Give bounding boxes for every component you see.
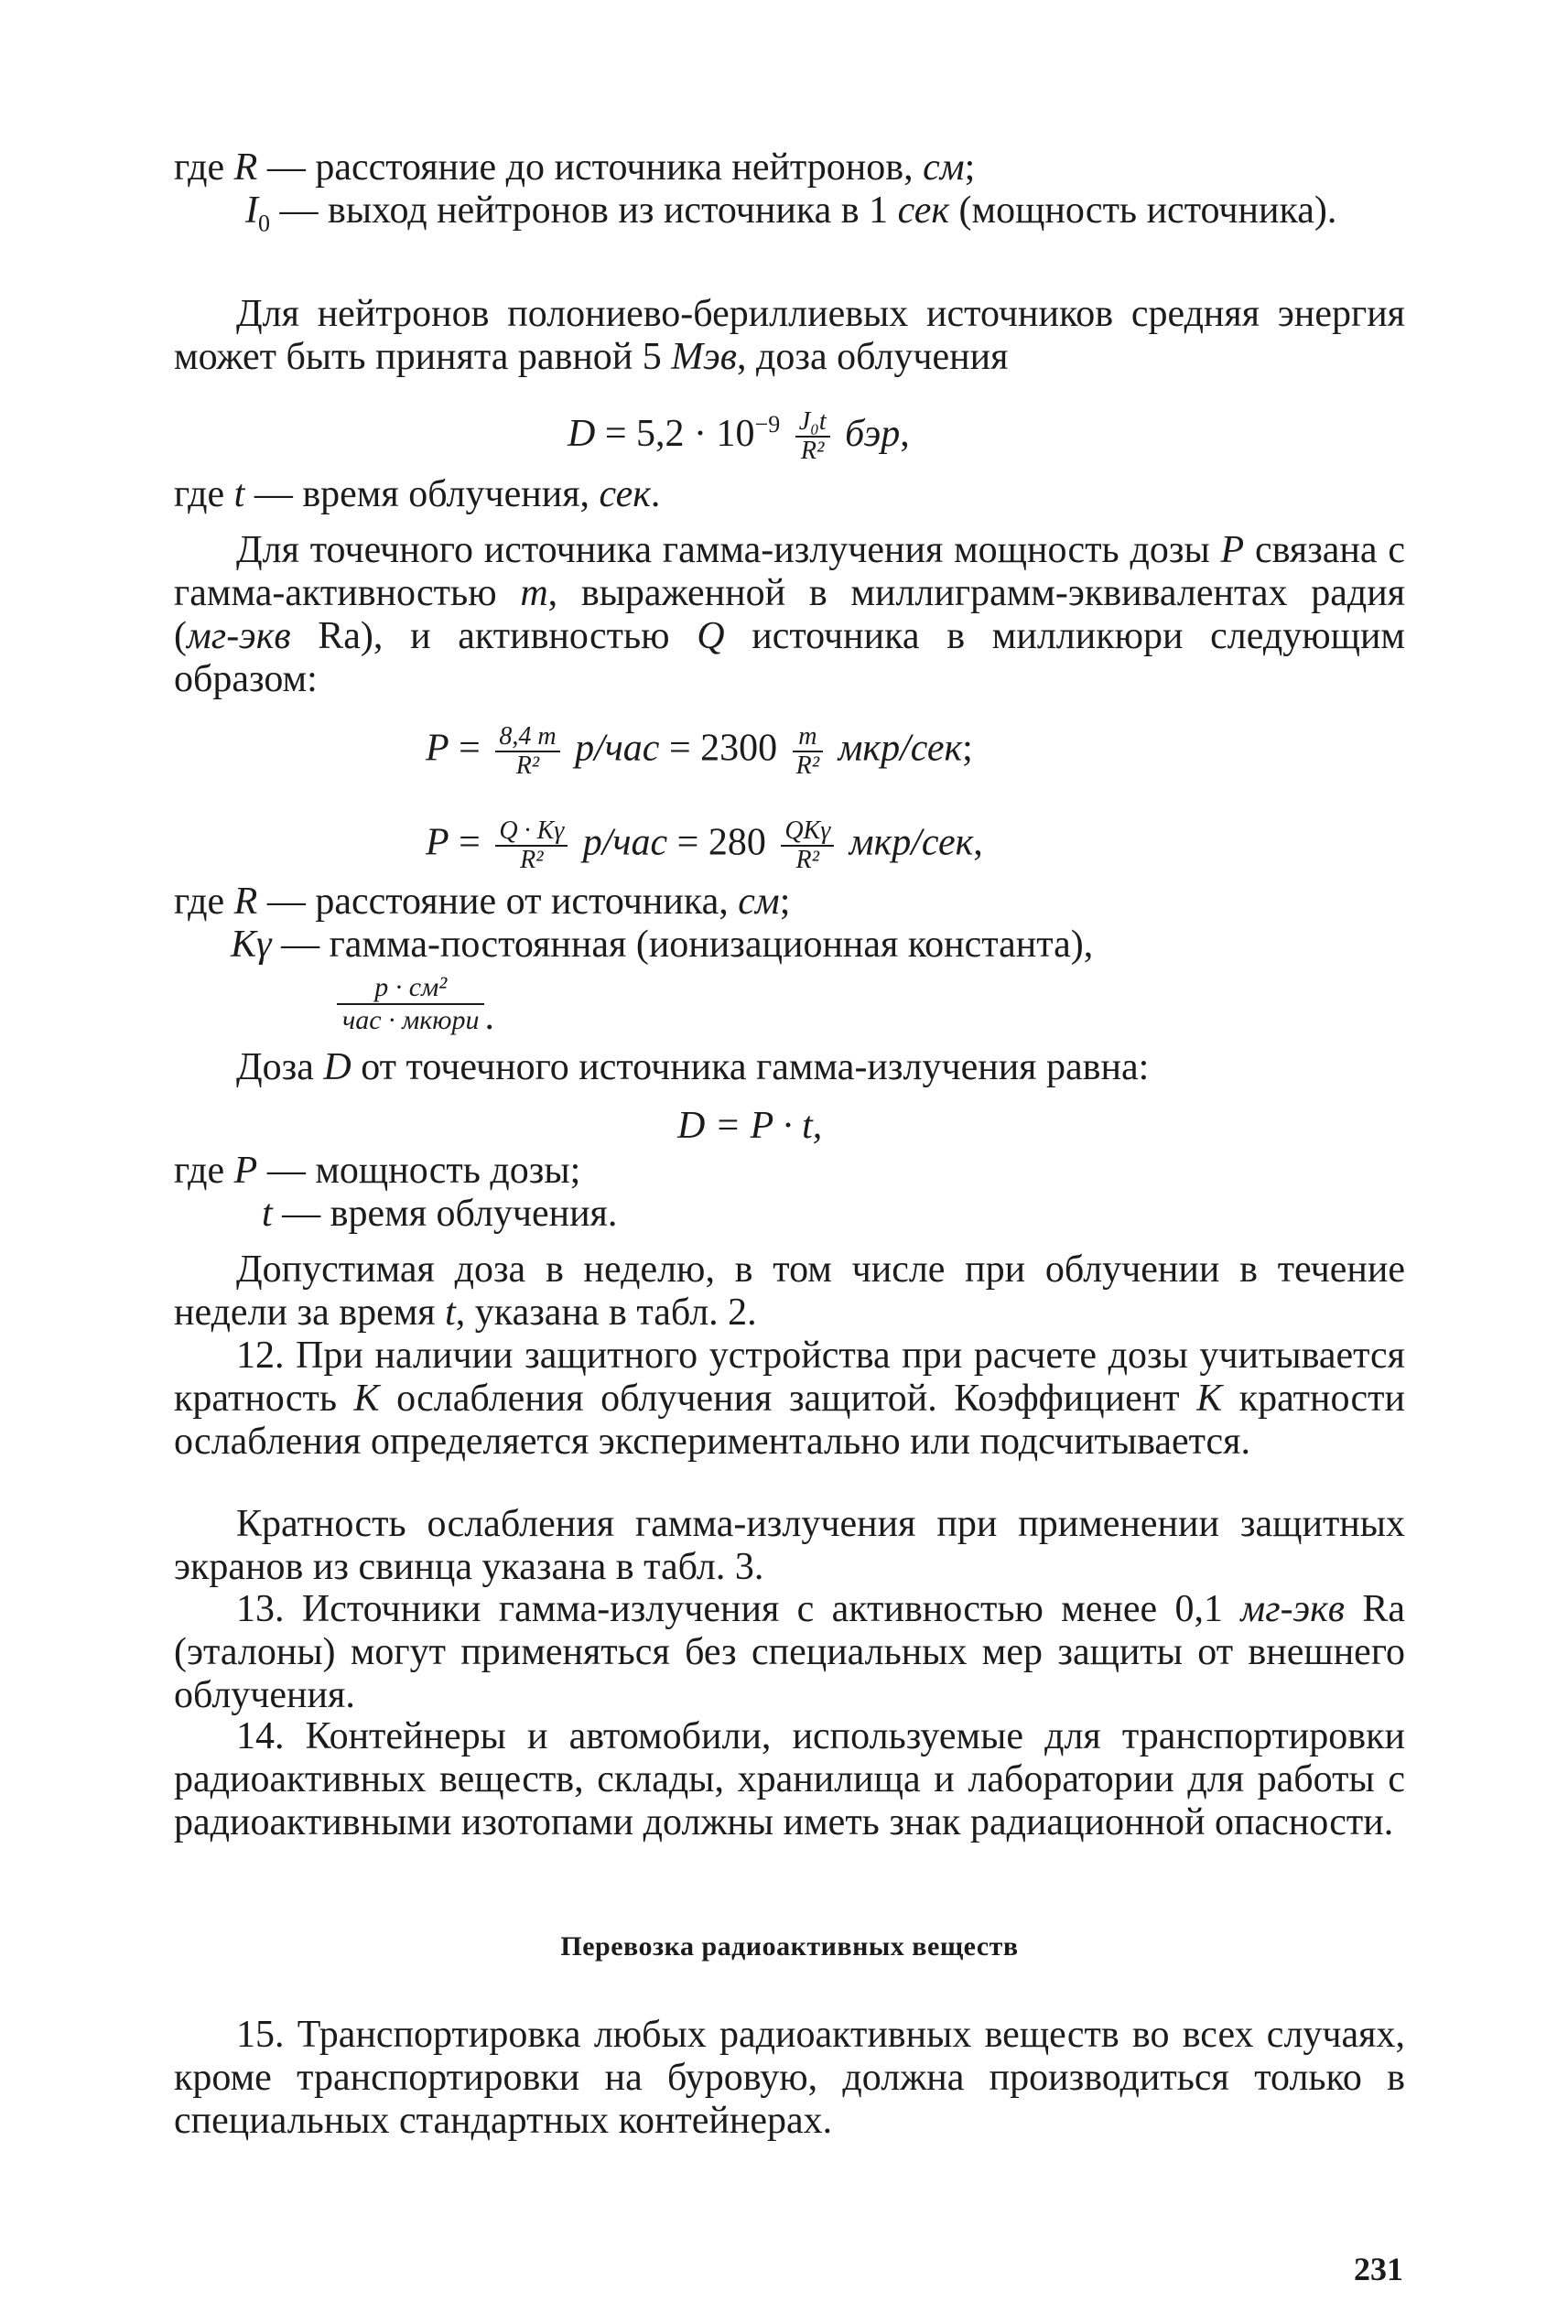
formula-p2-lhs: P <box>426 821 449 864</box>
gamma-text-1: Для точечного источника гамма-излучения мощность дозы <box>236 529 1221 571</box>
where-t1-unit: сек <box>599 473 651 515</box>
p12-text-2: ослабления облучения защитой. Коэффициент <box>379 1378 1197 1420</box>
formula-p2-fraction-1 <box>495 817 568 874</box>
where-block-2 <box>174 881 1405 1039</box>
formula-p2-eq: = <box>449 821 491 864</box>
unit-fraction-line <box>174 972 1405 1039</box>
gamma-symbol-m: m <box>520 572 548 614</box>
where-i0-text2: (мощность источника). <box>949 189 1337 232</box>
formula-p2-num1: Q · Kγ <box>499 816 565 845</box>
where-r-end: ; <box>964 146 976 189</box>
p12b-text: Кратность ослабления гамма-излучения при применении защитных экранов из свинца указана в табл. 3. <box>174 1503 1405 1588</box>
where-t1-lead: где <box>174 473 234 515</box>
unit-fraction-end: . <box>484 996 494 1038</box>
where-i0-text: — выход нейтронов из источника в 1 <box>270 189 898 232</box>
formula-neutron-dose <box>568 403 910 465</box>
unit-fraction <box>337 972 484 1036</box>
formula-d1-end: , <box>900 413 910 455</box>
formula-p2-unit1: р/час <box>582 821 668 864</box>
where-r-symbol: R <box>233 146 258 189</box>
neutron-unit: Мэв <box>671 336 738 378</box>
p15-text: 15. Транспортировка любых радиоактивных веществ во всех случаях, кроме транспортировки на буровую, должна производиться только в специальных стандартных контейнерах. <box>174 2014 1405 2142</box>
neutron-text-2: , доза облучения <box>737 336 1009 378</box>
formula-power-2 <box>426 817 983 874</box>
formula-p1-num2: m <box>798 722 817 751</box>
where-r2-lead: где <box>174 881 234 923</box>
formula-d2-text: D = P · t, <box>677 1105 823 1147</box>
gamma-text-5: источника в милликюри следующим образом: <box>174 615 1405 700</box>
where-k-line <box>174 924 1405 967</box>
paragraph-15 <box>174 2014 1405 2143</box>
gamma-text-3: , выраженной в миллиграмм-эквивалентах радия ( <box>174 572 1406 657</box>
formula-d1-lhs: D <box>568 413 596 455</box>
where-p-line <box>174 1150 1405 1193</box>
dose-text-1: Доза <box>236 1046 324 1088</box>
neutron-text-1: Для нейтронов полониево-бериллиевых источников средняя энергия может быть принята равной 5 <box>174 293 1405 378</box>
dose-text-2: от точечного источника гамма-излучения равна: <box>351 1046 1150 1088</box>
formula-p1-fraction-2 <box>793 723 824 780</box>
where-k-text: — гамма-постоянная (ионизационная константа), <box>271 924 1094 966</box>
where-i0-unit: сек <box>897 189 949 232</box>
paragraph-12 <box>174 1335 1405 1464</box>
dose-paragraph <box>174 1046 1405 1089</box>
allowed-text-1: Допустимая доза в неделю, в том числе при облучении в течение недели за время <box>174 1248 1405 1334</box>
formula-d1-unit: бэр <box>845 413 901 455</box>
p13-text-1: 13. Источники гамма-излучения с активностью менее 0,1 <box>236 1588 1241 1630</box>
where-r-line <box>174 146 1405 189</box>
formula-p2-den1: R² <box>495 845 568 874</box>
where-k-symbol: Kγ <box>231 924 272 966</box>
where-p-text: — мощность дозы; <box>257 1150 581 1192</box>
where-p-lead: где <box>174 1150 234 1192</box>
where-i0-line <box>174 189 1405 244</box>
where-r2-unit: см <box>738 881 780 923</box>
formula-dose <box>677 1105 822 1148</box>
p13-unit: мг-экв <box>1240 1588 1345 1630</box>
formula-p1-num1: 8,4 m <box>499 722 557 751</box>
gamma-text-2: связана с гамма-активностью <box>174 529 1405 614</box>
where-t2-symbol: t <box>262 1193 273 1235</box>
formula-power-1 <box>426 723 973 780</box>
p13-text-2: Ra (эталоны) могут применяться без специальных мер защиты от внешнего облучения. <box>174 1588 1405 1716</box>
formula-d1-exp: −9 <box>754 411 781 438</box>
formula-p1-end: ; <box>962 727 973 770</box>
p12-symbol-k2: K <box>1196 1378 1223 1420</box>
formula-p2-mid: = 280 <box>667 821 776 864</box>
formula-d1-eq: = 5,2 · 10 <box>595 413 755 455</box>
where-t1-line <box>174 473 1405 516</box>
allowed-symbol-t: t <box>445 1292 456 1334</box>
p12-text-1: 12. При наличии защитного устройства при расчете дозы учитывается кратность <box>174 1335 1405 1420</box>
where-i0-symbol: I <box>245 189 258 232</box>
where-block-1 <box>174 146 1405 244</box>
where-r2-end: ; <box>779 881 791 923</box>
neutron-paragraph <box>174 293 1405 379</box>
paragraph-14 <box>174 1715 1405 1844</box>
where-t1-end: . <box>650 473 661 515</box>
gamma-paragraph <box>174 529 1405 701</box>
formula-d1-fraction <box>795 408 830 465</box>
formula-p1-den1: R² <box>495 751 559 780</box>
formula-p1-unit1: р/час <box>575 727 660 770</box>
formula-p1-lhs: P <box>426 727 449 770</box>
unit-fraction-num: р · см² <box>337 972 484 1005</box>
where-t2-line <box>174 1193 1405 1236</box>
where-block-3 <box>174 1150 1405 1236</box>
dose-symbol-d: D <box>323 1046 351 1088</box>
p12-text-3: кратности ослабления определяется экспериментально или подсчитывается. <box>174 1378 1405 1463</box>
unit-fraction-den: час · мкюри <box>342 1005 480 1035</box>
p12-symbol-k1: K <box>353 1378 380 1420</box>
where-r2-line <box>174 881 1405 924</box>
formula-p1-unit2: мкр/сек <box>838 727 963 770</box>
where-t2-text: — время облучения. <box>272 1193 618 1235</box>
formula-p2-den2: R² <box>781 845 834 874</box>
gamma-unit: мг-экв <box>187 615 291 657</box>
allowed-text-2: , указана в табл. 2. <box>455 1292 757 1334</box>
formula-d1-den: R² <box>795 436 830 465</box>
p14-text: 14. Контейнеры и автомобили, используемые для транспортировки радиоактивных веществ, склады, хранилища и лаборатории для работы с радиоактивными изотопами должны иметь знак радиационной опасности. <box>174 1715 1405 1843</box>
where-r-text: — расстояние до источника нейтронов, <box>257 146 924 189</box>
formula-p1-den2: R² <box>793 751 824 780</box>
formula-p2-end: , <box>973 821 983 864</box>
formula-p2-fraction-2 <box>781 817 834 874</box>
formula-p2-unit2: мкр/сек <box>849 821 974 864</box>
formula-d1-num: J₀t <box>798 407 827 437</box>
formula-p1-mid: = 2300 <box>659 727 787 770</box>
page-number: 231 <box>1354 2251 1403 2287</box>
paragraph-12b <box>174 1503 1405 1589</box>
where-t1-symbol: t <box>233 473 245 515</box>
formula-p1-fraction-1 <box>495 723 559 780</box>
where-r-lead: где <box>174 146 234 189</box>
where-r2-text: — расстояние от источника, <box>257 881 739 923</box>
paragraph-13 <box>174 1588 1405 1717</box>
where-r2-symbol: R <box>233 881 258 923</box>
where-r-unit: см <box>923 146 965 189</box>
gamma-symbol-p: P <box>1220 529 1245 571</box>
formula-p2-num2: QKγ <box>784 816 831 845</box>
where-i0-sub: 0 <box>258 210 270 237</box>
gamma-symbol-q: Q <box>697 615 725 657</box>
where-p-symbol: P <box>233 1150 258 1192</box>
where-t1-text: — время облучения, <box>244 473 600 515</box>
formula-p1-eq: = <box>449 727 491 770</box>
allowed-dose-paragraph <box>174 1248 1405 1335</box>
gamma-text-4: Ra), и активностью <box>290 615 697 657</box>
section-heading: Перевозка радиоактивных веществ <box>560 1931 1019 1962</box>
